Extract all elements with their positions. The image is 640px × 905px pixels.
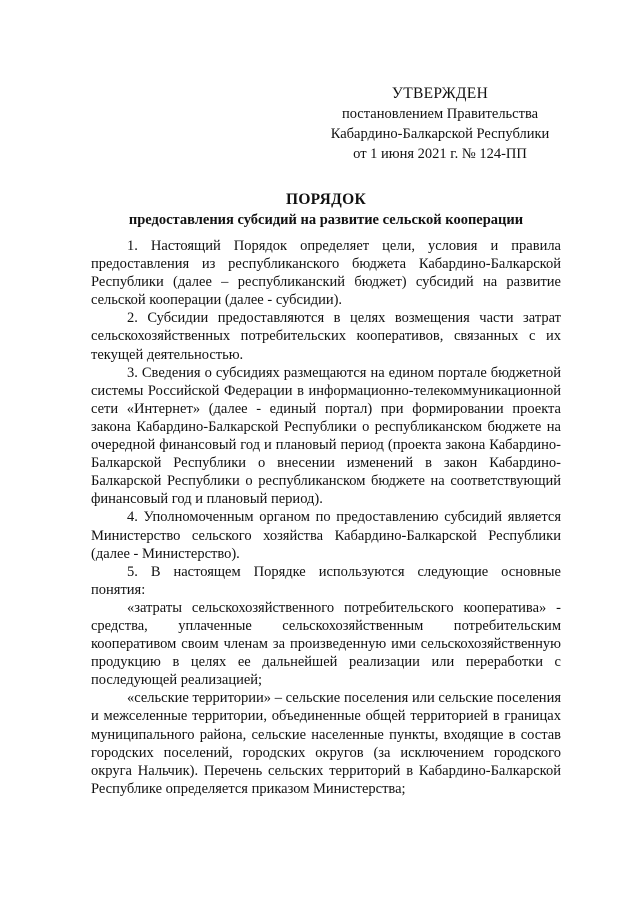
- document-heading: [60, 190, 592, 230]
- definition-costs: «затраты сельскохозяйственного потребительского кооператива» - средства, уплаченные сельскохозяйственным потребительским кооперативом своим членам за произведенную ими сельскохозяйственную продукцию в целях ее дальнейшей реализации или переработки с последующей реализацией;: [91, 599, 561, 689]
- approval-line-government: Кабардино-Балкарской Республики: [330, 126, 550, 142]
- approval-title: УТВЕРЖДЕН: [391, 85, 489, 102]
- document-title: ПОРЯДОК: [285, 191, 367, 208]
- paragraph-1: 1. Настоящий Порядок определяет цели, условия и правила предоставления из республиканского бюджета Кабардино-Балкарской Республики (далее – республиканский бюджет) субсидий на развитие сельской кооперации (далее - субсидии).: [91, 238, 561, 309]
- approval-stamp-block: [310, 84, 570, 164]
- document-body: [91, 237, 561, 798]
- paragraph-2: 2. Субсидии предоставляются в целях возмещения части затрат сельскохозяйственных потребительских кооперативов, связанных с их текущей деятельностью.: [91, 310, 561, 363]
- paragraph-4: 4. Уполномоченным органом по предоставлению субсидий является Министерство сельского хозяйства Кабардино-Балкарской Республики (далее - Министерство).: [91, 509, 561, 562]
- definition-rural-territories: «сельские территории» – сельские поселения или сельские поселения и межселенные территории, объединенные общей территорией в границах муниципального района, сельские населенные пункты, входящие в состав городских поселений, городских округов (за исключением городского округа Нальчик). Перечень сельских территорий в Кабардино-Балкарской Республике определяется приказом Министерства;: [91, 690, 561, 797]
- approval-line-decree: постановлением Правительства: [341, 106, 539, 122]
- paragraph-5: 5. В настоящем Порядке используются следующие основные понятия:: [91, 563, 561, 598]
- document-subtitle: предоставления субсидий на развитие сельской кооперации: [128, 212, 524, 228]
- approval-line-date-number: от 1 июня 2021 г. № 124-ПП: [353, 146, 527, 162]
- paragraph-3: 3. Сведения о субсидиях размещаются на едином портале бюджетной системы Российской Федерации в информационно-телекоммуникационной сети «Интернет» (далее - единый портал) при формировании проекта закона Кабардино-Балкарской Республики о республиканском бюджете на очередной финансовый год и плановый период (проекта закона Кабардино-Балкарской Республики о внесении изменений в закон Кабардино-Балкарской Республики о республиканском бюджете на соответствующий финансовый год и плановый период).: [91, 364, 561, 508]
